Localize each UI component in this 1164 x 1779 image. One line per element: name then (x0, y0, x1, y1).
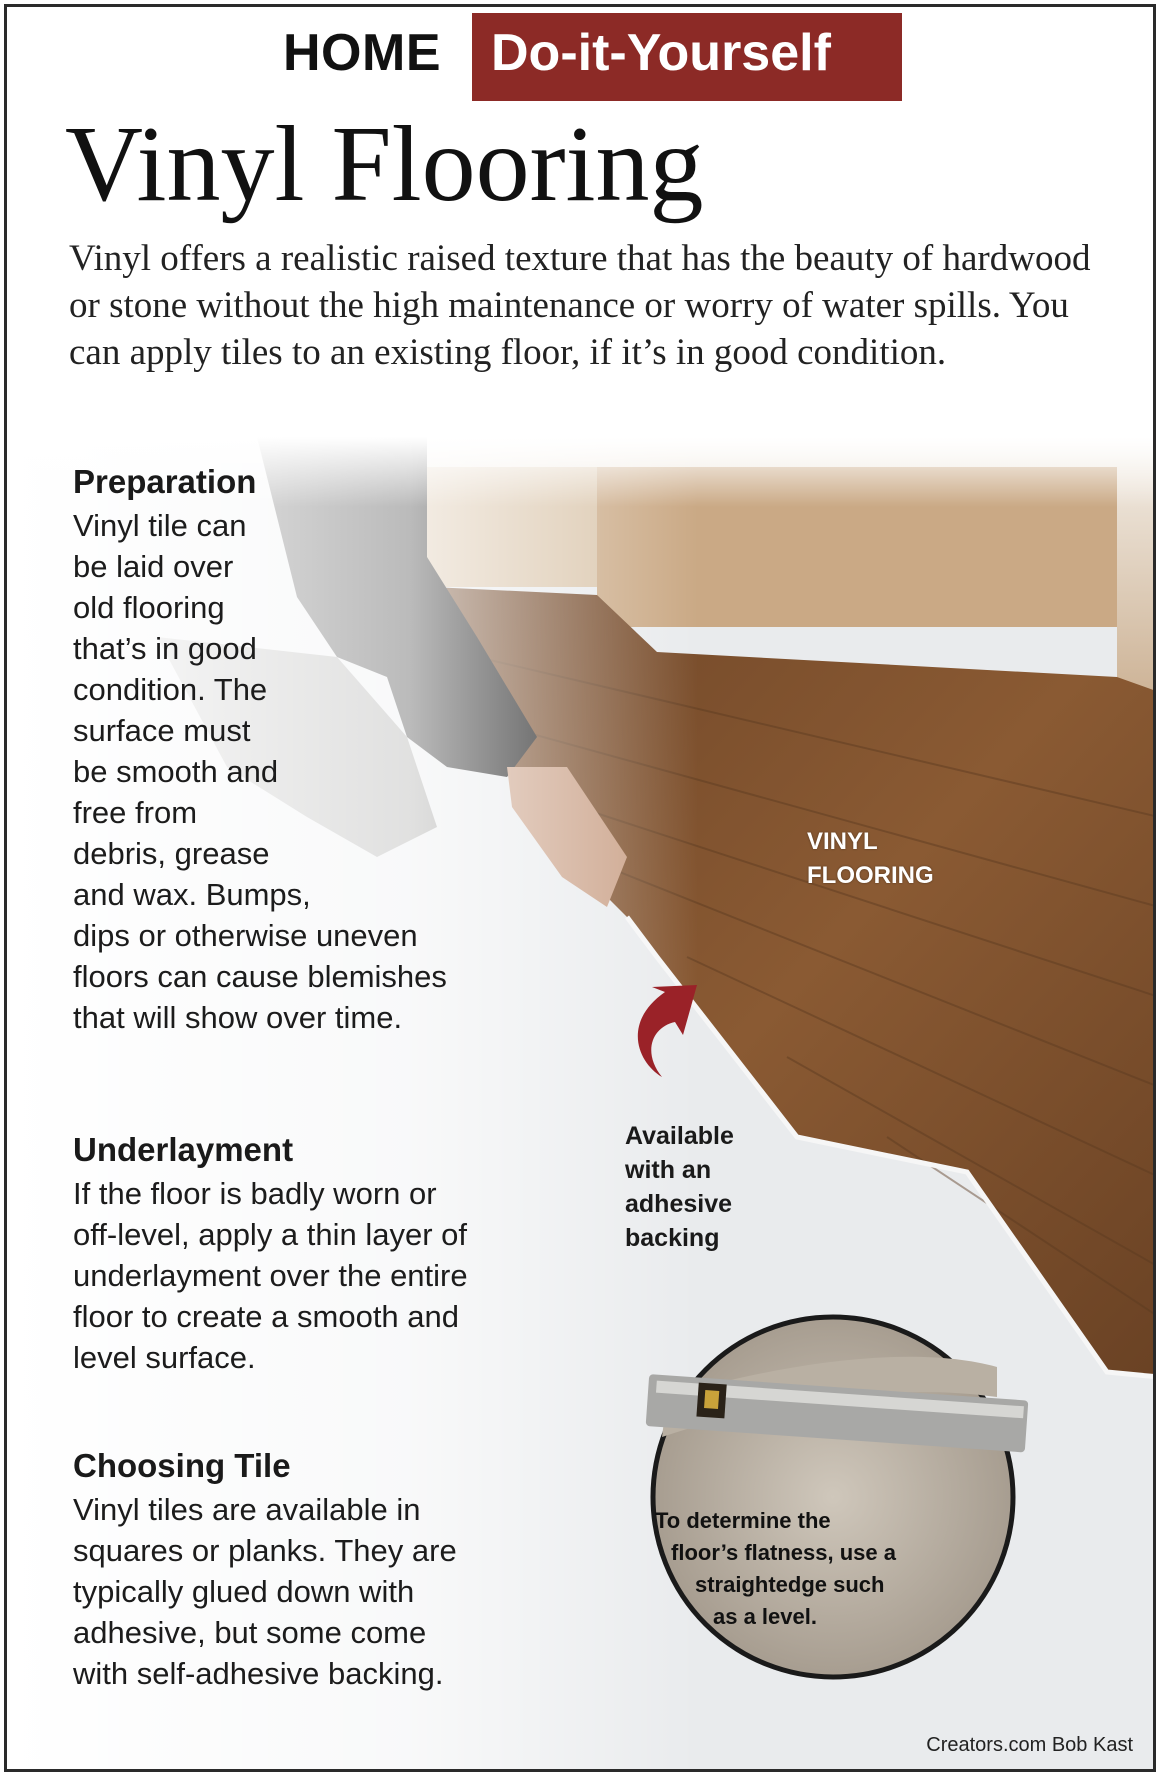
text-line: and wax. Bumps, (73, 877, 311, 912)
text-line: free from (73, 795, 198, 830)
text-line: underlayment over the entire (73, 1258, 468, 1293)
text-line: off-level, apply a thin layer of (73, 1217, 468, 1252)
label-line: backing (625, 1224, 720, 1252)
label-line: straightedge such (695, 1572, 885, 1597)
text-line: Vinyl tile can (73, 508, 247, 543)
intro-paragraph: Vinyl offers a realistic raised texture that has the beauty of hardwood or stone without the high maintenance or worry of water spills. You can apply tiles to an existing floor, if it’s in good condition. (69, 238, 1091, 373)
text-line: adhesive, but some come (73, 1615, 427, 1650)
label-line: VINYL (807, 828, 878, 855)
credit-line: Creators.com Bob Kast (926, 1734, 1133, 1756)
text-line: level surface. (73, 1340, 256, 1375)
label-line: Available (625, 1122, 734, 1150)
label-line: FLOORING (807, 862, 934, 889)
text-line: debris, grease (73, 836, 270, 871)
adhesive-backing-label (625, 1119, 734, 1255)
label-line: with an (625, 1156, 712, 1184)
text-line: If the floor is badly worn or (73, 1176, 437, 1211)
section-body-choosing-tile (73, 1489, 457, 1694)
section-heading-preparation: Preparation (73, 463, 257, 500)
text-line: with self-adhesive backing. (73, 1656, 444, 1691)
text-line: Vinyl tiles are available in (73, 1492, 421, 1527)
level-inset-caption (655, 1505, 995, 1633)
text-line: surface must (73, 713, 251, 748)
header-brand: HOME (283, 24, 441, 82)
text-line: squares or planks. They are (73, 1533, 457, 1568)
section-body-preparation (73, 505, 447, 1038)
text-line: floors can cause blemishes (73, 959, 447, 994)
text-line: be smooth and (73, 754, 279, 789)
text-line: floor to create a smooth and (73, 1299, 460, 1334)
vinyl-flooring-label (807, 825, 934, 893)
label-line: adhesive (625, 1190, 733, 1218)
label-line: floor’s flatness, use a (671, 1540, 896, 1565)
label-line: as a level. (713, 1604, 817, 1629)
text-line: condition. The (73, 672, 268, 707)
page-title: Vinyl Flooring (65, 105, 704, 224)
label-line: To determine the (655, 1508, 831, 1533)
text-line: typically glued down with (73, 1574, 415, 1609)
section-body-underlayment (73, 1173, 468, 1378)
section-heading-choosing-tile: Choosing Tile (73, 1447, 291, 1484)
infographic-frame (4, 4, 1156, 1772)
section-heading-underlayment: Underlayment (73, 1131, 294, 1168)
text-line: dips or otherwise uneven (73, 918, 418, 953)
header-section: Do-it-Yourself (491, 24, 831, 82)
text-line: old flooring (73, 590, 225, 625)
text-line: that’s in good (73, 631, 257, 666)
text-line: that will show over time. (73, 1000, 403, 1035)
text-line: be laid over (73, 549, 234, 584)
